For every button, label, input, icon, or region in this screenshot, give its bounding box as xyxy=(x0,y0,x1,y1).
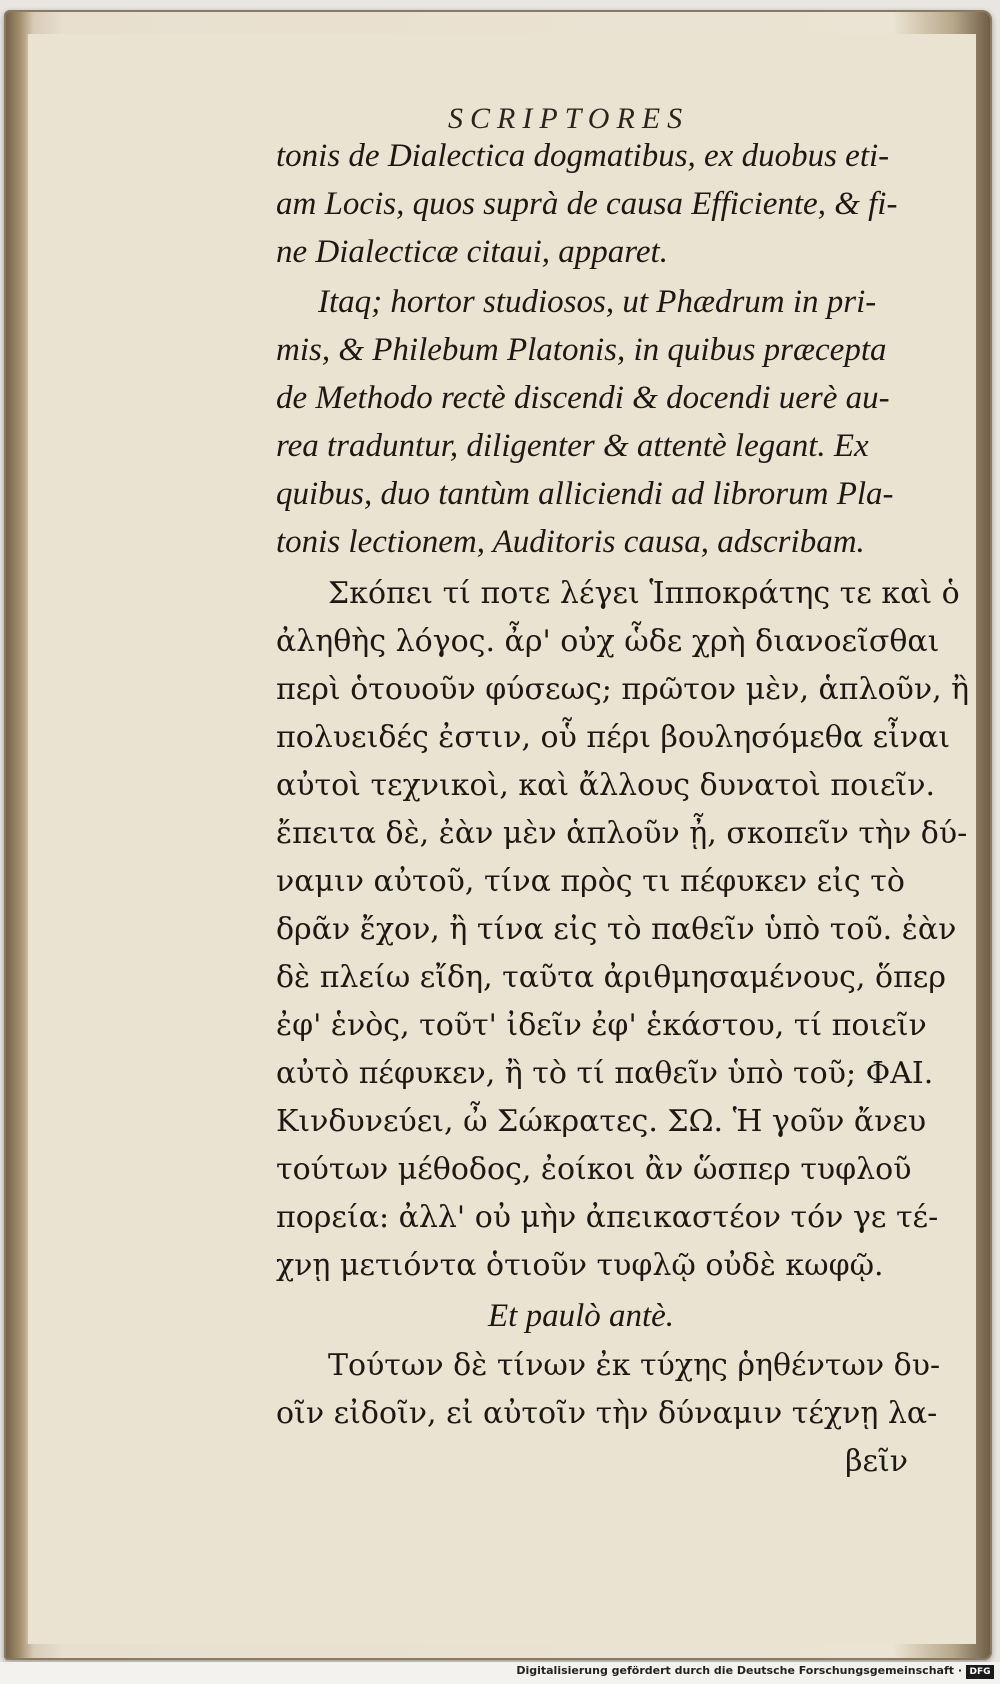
page-text xyxy=(28,34,976,1644)
book-cover xyxy=(4,10,992,1660)
greek-line: ἐφ' ἑνὸς, τοῦτ' ἰδεῖν ἐφ' ἑκάστου, τί ποιεῖν xyxy=(276,1008,927,1043)
dfg-logo: DFG xyxy=(966,1665,994,1679)
text-line: Itaq; hortor studiosos, ut Phædrum in pri- xyxy=(318,284,877,320)
text-line: ne Dialecticæ citaui, apparet. xyxy=(276,234,668,270)
running-head: SCRIPTORES xyxy=(448,102,690,135)
greek-line: πολυειδές ἐστιν, οὗ πέρι βουλησόμεθα εἶναι xyxy=(276,720,951,755)
section-note: Et paulò antè. xyxy=(488,1298,675,1334)
greek-line: ναμιν αὐτοῦ, τίνα πρὸς τι πέφυκεν εἰς τὸ xyxy=(276,864,905,899)
text-line: tonis lectionem, Auditoris causa, adscribam. xyxy=(276,524,865,560)
greek-line: δὲ πλείω εἴδη, ταῦτα ἀριθμησαμένους, ὅπερ xyxy=(276,960,946,995)
text-line: mis, & Philebum Platonis, in quibus præcepta xyxy=(276,332,887,368)
greek-line: Τούτων δὲ τίνων ἐκ τύχης ῥηθέντων δυ- xyxy=(328,1348,941,1383)
text-line: quibus, duo tantùm alliciendi ad librorum Pla- xyxy=(276,476,894,512)
catchword: βεῖν xyxy=(845,1444,908,1479)
greek-line: περὶ ὁτουοῦν φύσεως; πρῶτον μὲν, ἁπλοῦν, ἢ xyxy=(276,672,970,707)
greek-line: πορεία: ἀλλ' οὐ μὴν ἀπεικαστέον τόν γε τέ- xyxy=(276,1200,939,1235)
digitization-footer xyxy=(0,1662,1000,1684)
greek-line: χνῃ μετιόντα ὁτιοῦν τυφλῷ οὐδὲ κωφῷ. xyxy=(276,1248,884,1283)
text-line: rea traduntur, diligenter & attentè legant. Ex xyxy=(276,428,869,464)
greek-line: ἀληθὴς λόγος. ἆρ' οὐχ ὧδε χρὴ διανοεῖσθαι xyxy=(276,624,940,659)
greek-line: ἔπειτα δὲ, ἐὰν μὲν ἁπλοῦν ᾖ, σκοπεῖν τὴν δύ- xyxy=(276,816,968,851)
book-page xyxy=(26,34,976,1644)
greek-line: αὐτοὶ τεχνικοὶ, καὶ ἄλλους δυνατοὶ ποιεῖν. xyxy=(276,768,936,803)
greek-line: οῖν εἰδοῖν, εἰ αὐτοῖν τὴν δύναμιν τέχνῃ λα- xyxy=(276,1396,938,1431)
greek-line: τούτων μέθοδος, ἐοίκοι ἂν ὥσπερ τυφλοῦ xyxy=(276,1152,912,1187)
text-line: tonis de Dialectica dogmatibus, ex duobus eti- xyxy=(276,138,890,174)
greek-line: Σκόπει τί ποτε λέγει Ἱπποκράτης τε καὶ ὁ xyxy=(328,576,960,611)
greek-line: δρᾶν ἔχον, ἢ τίνα εἰς τὸ παθεῖν ὑπὸ τοῦ. ἐὰν xyxy=(276,912,957,947)
footer-credit: Digitalisierung gefördert durch die Deutsche Forschungsgemeinschaft · xyxy=(516,1664,962,1677)
greek-line: Κινδυνεύει, ὦ Σώκρατες. ΣΩ. Ἡ γοῦν ἄνευ xyxy=(276,1104,927,1139)
text-line: am Locis, quos suprà de causa Efficiente, & fi- xyxy=(276,186,898,222)
text-line: de Methodo rectè discendi & docendi uerè au- xyxy=(276,380,890,416)
greek-line: αὐτὸ πέφυκεν, ἢ τὸ τί παθεῖν ὑπὸ τοῦ; ΦΑΙ. xyxy=(276,1056,934,1091)
